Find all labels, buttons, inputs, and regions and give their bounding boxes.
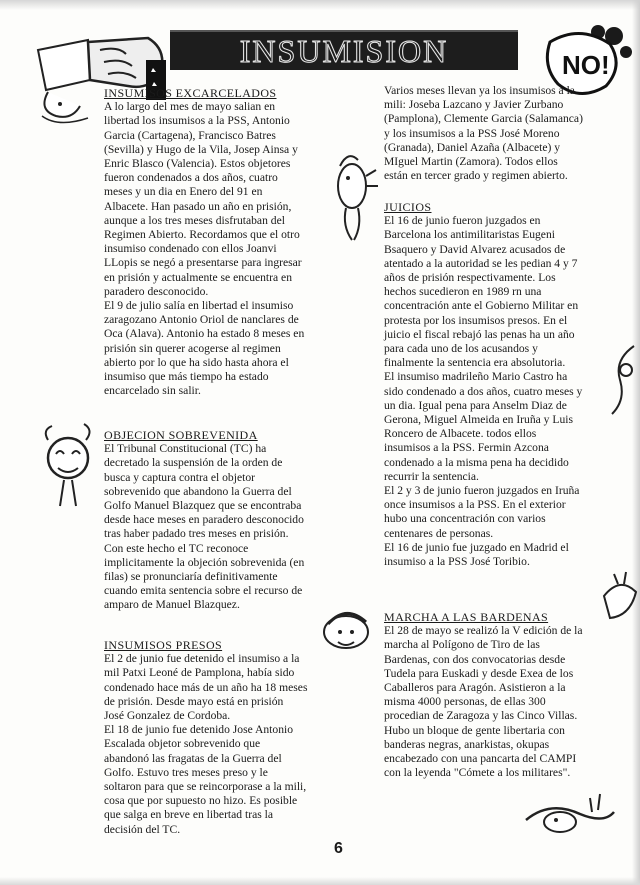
left-column-middle — [104, 428, 322, 613]
section-body: El 16 de junio fueron juzgados en Barcelona los antimilitaristas Eugeni Bsaquero y David Alvarez acusados de atentado a la autoridad se les pedian 4 y 7 años de prisión respectivamente. Los hechos sucedieron en 1989 rn una concentración ante el Gobierno Militar en protesta por los insumisos presos. En el juicio el fiscal rebajó las penas ha un año para cada uno de los acusandos y finalmente la sentencia era absolutoria. El insumiso madrileño Mario Castro ha sido condenado a dos años, cuatro meses y un dia. Igual pena para Anselm Diaz de Gerona, Miguel Almeida en Iruña y Luis Roncero de Albacete. todos ellos insumisos a la PSS. Fermin Azcona condenado a la misma pena ha decidido recurrir la sentencia. El 2 y 3 de junio fueron juzgados en Iruña once insumisos a la PSS. En el exterior hubo una concentración con varios centenares de personas. El 16 de junio fue juzgado en Madrid el insumiso a la PSS José Toribio. — [384, 214, 583, 569]
bottom-creature-doodle-icon — [520, 790, 620, 840]
section-heading: INSUMISOS PRESOS — [104, 638, 223, 652]
character-doodle-icon — [322, 146, 384, 246]
section-heading: INSUMISOS EXCARCELADOS — [104, 86, 277, 100]
section-marcha-bardenas — [384, 610, 620, 780]
section-heading: JUICIOS — [384, 200, 432, 214]
section-heading: OBJECION SOBREVENIDA — [104, 428, 258, 442]
section-juicios — [384, 200, 620, 569]
section-insumisos-presos — [104, 638, 322, 837]
page-number: 6 — [334, 840, 343, 857]
section-body: Varios meses llevan ya los insumisos a la mili: Joseba Lazcano y Javier Zurbano (Pamplona), Clemente Garcia (Salamanca) y los insumisos a la PSS José Moreno (Granada), Daniel Azaña (Albacete) y MIguel Martin (Zamora). Todos ellos están en tercer grado y regimen abierto. — [384, 84, 583, 183]
section-intro — [384, 84, 620, 183]
right-column-middle — [384, 200, 620, 569]
section-insumisos-excarcelados — [104, 86, 322, 398]
title-banner — [170, 30, 518, 70]
page-title: INSUMISION — [239, 33, 449, 69]
section-body: El 28 de mayo se realizó la V edición de la marcha al Polígono de Tiro de las Bardenas, con dos convocatorias desde Tudela para Euskadi y desde Exea de los Caballeros para Aragón. Asistieron a la misma 4000 personas, de ellas 300 procedian de Zaragoza y las Cinco Villas. Hubo un bloque de gente libertaria con banderas negras, anarkistas, okupas encabezado con una pancarta del CAMPI con la leyenda "Cómete a los militares". — [384, 624, 583, 780]
right-column — [384, 84, 620, 183]
left-column — [104, 86, 322, 398]
section-body: El Tribunal Constitucional (TC) ha decretado la suspensión de la orden de busca y captura contra el objetor sobrevenido que abandono la Guerra del Golfo Manuel Blazquez que se encontraba desde hace meses en paradero desconocido tras haber padado tres meses en prisión. Con este hecho el TC reconoce implicitamente la objeción sobrevenida (en filas) se pronunciaría definitivamente cuando emita sentencia sobre el recurso de amparo de Manuel Blazquez. — [104, 442, 305, 612]
left-column-lower — [104, 638, 322, 837]
section-objecion-sobrevenida — [104, 428, 322, 613]
right-column-lower — [384, 610, 620, 780]
section-heading: MARCHA A LAS BARDENAS — [384, 610, 549, 624]
section-body: El 2 de junio fue detenido el insumiso a la mil Patxi Leoné de Pamplona, había sido condenado hace más de un año ha 18 meses de prisión. Desde mayo está en prisión José Gonzalez de Cordoba. El 18 de junio fue detenido Jose Antonio Escalada objetor sobrevenido que abandonó las fragatas de la Guerra del Golfo. Estuvo tres meses preso y le soltaron para que se reincorporase a la mili, cosa que por supuesto no hizo. Es posible que salga en breve en libertad tras la decisión del TC. — [104, 652, 308, 836]
right-edge-doodle-2-icon — [600, 566, 640, 636]
right-edge-doodle-icon — [604, 340, 640, 420]
no-logo-text: NO! — [562, 50, 610, 80]
soldier-doodle-icon — [316, 602, 380, 662]
section-body: A lo largo del mes de mayo salian en libertad los insumisos a la PSS, Antonio Garcia (Cartagena), Francisco Batres (Sevilla) y Hugo de la Vila, Josep Ainsa y Enric Blasco (Valencia). Estos objetores fueron condenados a dos años, cuatro meses y un dia en Enero del 91 en Albacete. Han pasado un año en prisión, aunque a los tres meses disfrutaban del Regimen Abierto. Recordamos que el otro insumiso condenado con ellos Joanvi LLopis se negó a presentarse para ingresar en prisión y actualmente se encuentra en paradero desconocido. El 9 de julio salía en libertad el insumiso zaragozano Antonio Oriol de nanclares de Oca (Alava). Antonio ha estado 8 meses en prisión sin querer acogerse al regimen abierto por lo que ha sido hasta ahora el insumiso que más tiempo ha estado encarcelado sin salir. — [104, 100, 305, 398]
face-doodle-icon — [34, 410, 98, 520]
